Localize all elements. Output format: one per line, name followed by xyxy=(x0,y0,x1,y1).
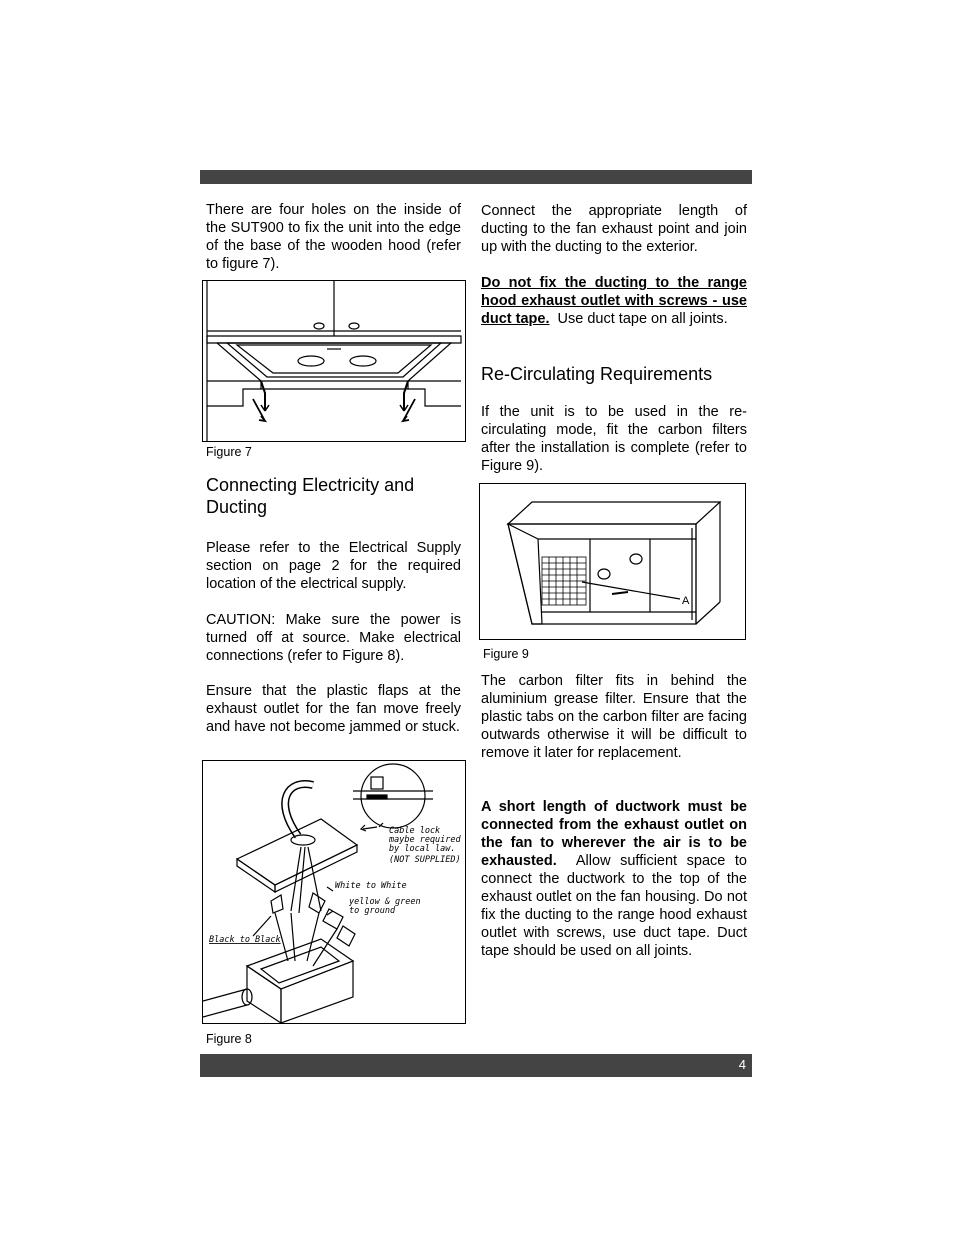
svg-text:to ground: to ground xyxy=(349,906,396,916)
figure-7-illustration xyxy=(202,280,466,442)
figure-9-illustration xyxy=(479,483,746,640)
svg-text:Cable lock: Cable lock xyxy=(389,826,441,836)
figure-8-wiring-diagram xyxy=(202,760,466,1024)
ducting-warning-bold: Do not fix the ducting to the range hood exhaust outlet with screws - use duct tape. xyxy=(481,275,747,327)
svg-text:Black to Black: Black to Black xyxy=(209,935,281,945)
recirculating-paragraph: If the unit is to be used in the re-circulating mode, fit the carbon filters after the installation is complete (refer to Figure 9). xyxy=(481,404,747,474)
svg-text:White to White: White to White xyxy=(335,881,407,891)
footer-bar xyxy=(200,1054,752,1077)
heading-re-circulating: Re-Circulating Requirements xyxy=(481,364,713,384)
caution-paragraph: CAUTION: Make sure the power is turned off at source. Make electrical connections (refer to Figure 8). xyxy=(206,612,461,664)
heading-connecting-electricity: Connecting Electricity and Ducting xyxy=(206,475,415,517)
intro-paragraph: There are four holes on the inside of the SUT900 to fix the unit into the edge of the base of the wooden hood (refer to figure 7). xyxy=(206,202,461,272)
figure-7-caption: Figure 7 xyxy=(206,445,252,459)
carbon-filter-paragraph: The carbon filter fits in behind the aluminium grease filter. Ensure that the plastic tabs on the carbon filter are facing outwards otherwise it will be difficult to remove it later for replacement. xyxy=(481,673,747,761)
svg-text:(NOT SUPPLIED): (NOT SUPPLIED) xyxy=(389,855,461,865)
figure-9-caption: Figure 9 xyxy=(483,647,529,661)
ducting-warning-rest: Use duct tape on all joints. xyxy=(557,311,728,327)
ductwork-rest: Allow sufficient space to connect the ductwork to the top of the exhaust outlet on the fan housing. Do not fix the ducting to the range hood exhaust outlet with screws, use duct tape. Duct tape should be used on all joints. xyxy=(481,853,747,959)
ducting-warning-paragraph xyxy=(481,274,747,328)
ductwork-bold: A short length of ductwork must be connected from the exhaust outlet on the fan to wherever the air is to be exhausted. xyxy=(481,799,747,869)
svg-text:A: A xyxy=(682,595,690,607)
svg-text:yellow & green: yellow & green xyxy=(349,897,421,907)
svg-text:by local law.: by local law. xyxy=(389,844,456,854)
header-bar xyxy=(200,170,752,184)
svg-text:maybe required: maybe required xyxy=(389,835,461,845)
ductwork-paragraph xyxy=(481,798,747,960)
plastic-flaps-paragraph: Ensure that the plastic flaps at the exhaust outlet for the fan move freely and have not become jammed or stuck. xyxy=(206,683,461,735)
electrical-supply-paragraph: Please refer to the Electrical Supply section on page 2 for the required location of the electrical supply. xyxy=(206,540,461,592)
connect-ducting-paragraph: Connect the appropriate length of ducting to the fan exhaust point and join up with the ducting to the exterior. xyxy=(481,203,747,255)
page-number: 4 xyxy=(738,1057,746,1072)
figure-8-caption: Figure 8 xyxy=(206,1032,252,1046)
